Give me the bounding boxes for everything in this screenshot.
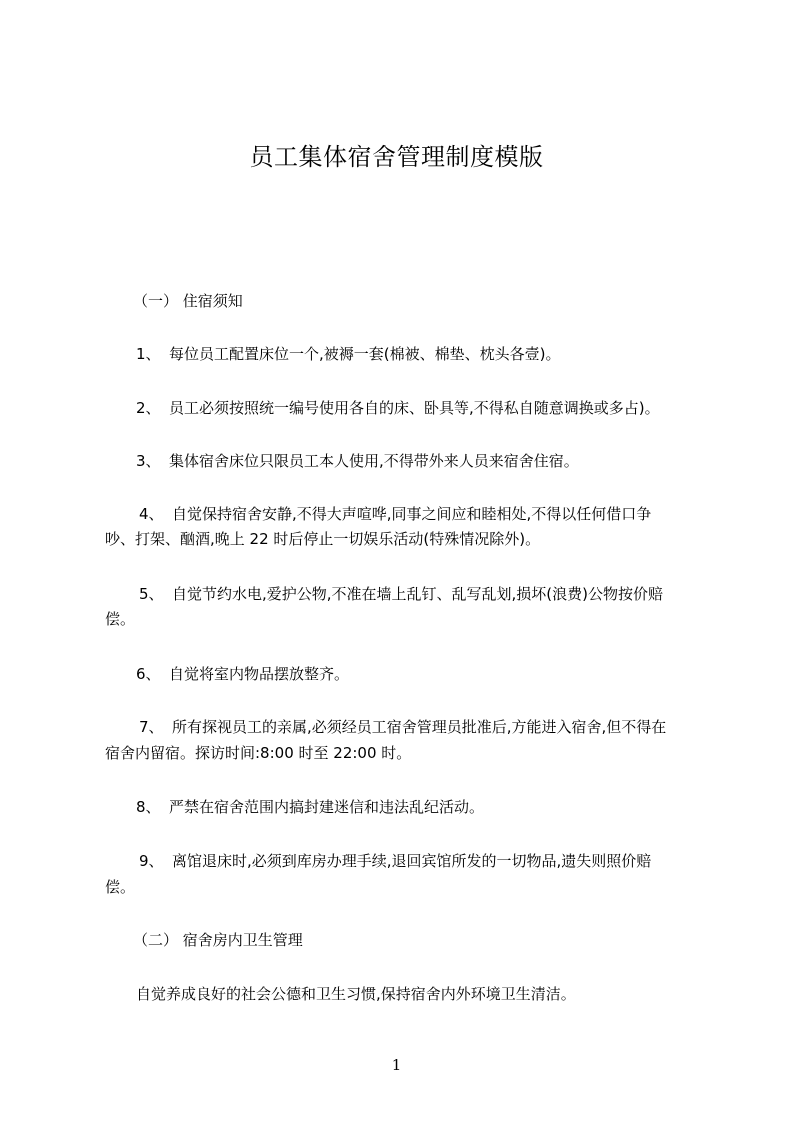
rule-text: 自觉保持宿舍安静,不得大声喧哗,同事之间应和睦相处,不得以任何借口争 [172, 505, 652, 523]
rule-item-7-continuation: 宿舍内留宿。探访时间:8:00 时至 22:00 时。 [105, 744, 412, 762]
rule-item-2 [136, 398, 660, 418]
section-heading-lodging-rules: （一） 住宿须知 [133, 292, 243, 310]
section-heading-hygiene: （二） 宿舍房内卫生管理 [133, 931, 303, 949]
rule-text: 每位员工配置床位一个,被褥一套(棉被、棉垫、枕头各壹)。 [169, 345, 561, 363]
rule-number: 6、 [136, 665, 161, 683]
rule-number: 8、 [136, 798, 161, 816]
rule-item-7 [139, 717, 666, 737]
rule-item-8 [136, 797, 484, 817]
rule-item-5-continuation: 偿。 [105, 610, 136, 628]
rule-text: 员工必须按照统一编号使用各自的床、卧具等,不得私自随意调换或多占)。 [169, 399, 660, 417]
hygiene-paragraph: 自觉养成良好的社会公德和卫生习惯,保持宿舍内外环境卫生清洁。 [136, 985, 576, 1003]
rule-item-5 [139, 584, 663, 604]
rule-text: 所有探视员工的亲属,必须经员工宿舍管理员批准后,方能进入宿舍,但不得在 [172, 718, 667, 736]
rule-item-9-continuation: 偿。 [105, 878, 136, 896]
rule-number: 4、 [139, 505, 164, 523]
rule-item-3 [136, 451, 579, 471]
rule-text: 集体宿舍床位只限员工本人使用,不得带外来人员来宿舍住宿。 [169, 452, 579, 470]
rule-item-9 [139, 851, 651, 871]
page-number: 1 [391, 1056, 402, 1074]
rule-number: 9、 [139, 852, 164, 870]
rule-number: 7、 [139, 718, 164, 736]
rule-number: 5、 [139, 585, 164, 603]
rule-number: 2、 [136, 399, 161, 417]
rule-item-4 [139, 504, 651, 524]
rule-text: 自觉节约水电,爱护公物,不准在墙上乱钉、乱写乱划,损坏(浪费)公物按价赔 [172, 585, 664, 603]
rule-text: 离馆退床时,必须到库房办理手续,退回宾馆所发的一切物品,遗失则照价赔 [172, 852, 652, 870]
document-title: 员工集体宿舍管理制度模版 [249, 143, 544, 171]
rule-text: 严禁在宿舍范围内搞封建迷信和违法乱纪活动。 [169, 798, 485, 816]
rule-number: 3、 [136, 452, 161, 470]
rule-item-4-continuation: 吵、打架、酗酒,晚上 22 时后停止一切娱乐活动(特殊情况除外)。 [105, 530, 541, 548]
rule-text: 自觉将室内物品摆放整齐。 [169, 665, 350, 683]
rule-item-1 [136, 344, 560, 364]
rule-item-6 [136, 664, 349, 684]
rule-number: 1、 [136, 345, 161, 363]
